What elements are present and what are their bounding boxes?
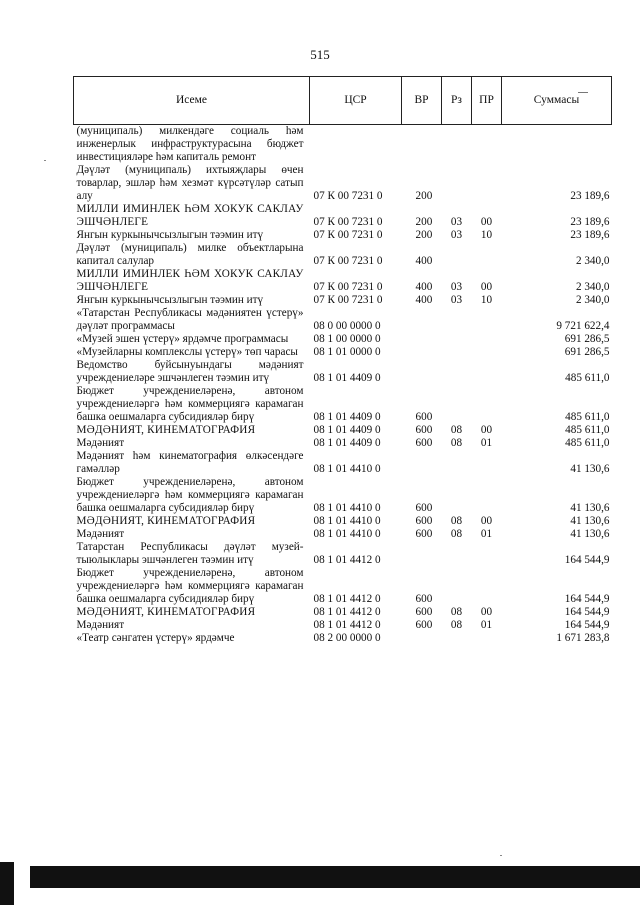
table-body bbox=[74, 125, 612, 646]
cell-name: Татарстан Республикасы дәүләт музей-тыюлыклары эшчәнлеген тәэмин итү bbox=[76, 541, 304, 566]
cell-sum: 23 189,6 bbox=[570, 229, 610, 241]
table-row bbox=[74, 541, 612, 567]
cell-rz: 08 bbox=[450, 528, 463, 540]
cell-sum: 164 544,9 bbox=[564, 593, 610, 605]
cell-csr: 08 1 01 4410 0 bbox=[313, 528, 381, 540]
header-vr: ВР bbox=[402, 77, 442, 125]
cell-csr: 08 1 01 0000 0 bbox=[313, 346, 381, 358]
cell-pr: 10 bbox=[480, 229, 493, 241]
cell-pr bbox=[472, 632, 502, 645]
cell-pr: 00 bbox=[480, 515, 493, 527]
cell-vr bbox=[402, 333, 442, 346]
cell-vr bbox=[402, 125, 442, 165]
cell-name: Янгын куркынычсызлыгын тәэмин итү bbox=[76, 294, 264, 306]
cell-vr: 200 bbox=[415, 216, 433, 228]
scan-mark bbox=[578, 92, 588, 93]
cell-pr bbox=[472, 164, 502, 203]
cell-pr bbox=[472, 567, 502, 606]
cell-pr: 01 bbox=[480, 528, 493, 540]
cell-rz bbox=[442, 307, 472, 333]
cell-vr bbox=[402, 541, 442, 567]
cell-vr: 600 bbox=[415, 515, 433, 527]
cell-vr bbox=[402, 450, 442, 476]
cell-pr bbox=[472, 541, 502, 567]
cell-rz bbox=[442, 125, 472, 165]
scan-speck bbox=[500, 855, 502, 856]
cell-name: МӘДӘНИЯТ, КИНЕМАТОГРАФИЯ bbox=[76, 606, 256, 618]
cell-vr: 200 bbox=[415, 190, 433, 202]
table-row bbox=[74, 567, 612, 606]
cell-rz bbox=[442, 164, 472, 203]
cell-csr: 08 1 01 4412 0 bbox=[313, 619, 381, 631]
cell-pr bbox=[472, 346, 502, 359]
cell-rz: 03 bbox=[450, 281, 463, 293]
budget-table bbox=[73, 76, 612, 645]
cell-vr: 600 bbox=[415, 502, 433, 514]
cell-name: (муниципаль) милкендәге социаль һәм инженерлык инфраструктурасына бюджет инвестицияләре һәм капиталь ремонт bbox=[76, 125, 304, 163]
cell-name: Бюджет учреждениеләренә, автоном учреждениеләргә һәм коммерциягә карамаган башка оешмаларга субсидияләр бирү bbox=[76, 476, 304, 514]
cell-pr: 00 bbox=[480, 216, 493, 228]
cell-pr: 00 bbox=[480, 424, 493, 436]
cell-sum: 485 611,0 bbox=[565, 437, 610, 449]
cell-vr: 600 bbox=[415, 528, 433, 540]
cell-csr: 08 1 01 4410 0 bbox=[313, 515, 381, 527]
cell-csr: 08 1 01 4412 0 bbox=[313, 593, 381, 605]
cell-sum: 2 340,0 bbox=[575, 255, 610, 267]
cell-rz: 08 bbox=[450, 424, 463, 436]
cell-vr: 600 bbox=[415, 437, 433, 449]
cell-pr bbox=[472, 476, 502, 515]
page-number: 515 bbox=[310, 47, 330, 62]
cell-name: Бюджет учреждениеләренә, автоном учреждениеләргә һәм коммерциягә карамаган башка оешмаларга субсидияләр бирү bbox=[76, 567, 304, 605]
cell-pr bbox=[472, 385, 502, 424]
cell-sum bbox=[502, 125, 612, 165]
cell-csr: 08 1 01 4409 0 bbox=[313, 424, 381, 436]
cell-name: Мәдәният bbox=[76, 528, 125, 540]
cell-name: МИЛЛИ ИМИНЛЕК ҺӘМ ХОКУК САКЛАУ ЭШЧӘНЛЕГЕ bbox=[76, 268, 304, 293]
cell-vr: 600 bbox=[415, 606, 433, 618]
cell-rz bbox=[442, 450, 472, 476]
cell-rz: 08 bbox=[450, 515, 463, 527]
cell-pr: 10 bbox=[480, 294, 493, 306]
cell-rz: 08 bbox=[450, 437, 463, 449]
cell-csr: 08 2 00 0000 0 bbox=[313, 632, 381, 644]
cell-rz bbox=[442, 385, 472, 424]
cell-sum: 23 189,6 bbox=[570, 190, 610, 202]
cell-csr: 08 1 01 4412 0 bbox=[313, 606, 381, 618]
cell-name: Дәүләт (муниципаль) ихтыяҗлары өчен товарлар, эшләр һәм хезмәт күрсәтүләр сатып алу bbox=[76, 164, 304, 202]
cell-name: МӘДӘНИЯТ, КИНЕМАТОГРАФИЯ bbox=[76, 515, 256, 527]
cell-pr: 01 bbox=[480, 437, 493, 449]
table-row bbox=[74, 242, 612, 268]
table-row bbox=[74, 385, 612, 424]
cell-name: Мәдәният bbox=[76, 437, 125, 449]
cell-vr bbox=[402, 307, 442, 333]
cell-sum: 485 611,0 bbox=[565, 372, 610, 384]
cell-vr bbox=[402, 346, 442, 359]
cell-rz bbox=[442, 476, 472, 515]
cell-sum: 9 721 622,4 bbox=[556, 320, 610, 332]
cell-name: «Музей эшен үстерү» ярдәмче программасы bbox=[76, 333, 289, 345]
cell-rz bbox=[442, 333, 472, 346]
cell-name: «Татарстан Республикасы мәдәниятен үстерү» дәүләт программасы bbox=[76, 307, 304, 332]
header-rz: Рз bbox=[442, 77, 472, 125]
cell-name: Янгын куркынычсызлыгын тәэмин итү bbox=[76, 229, 264, 241]
cell-name: «Музейларны комплекслы үстерү» төп чарасы bbox=[76, 346, 298, 358]
scan-border-left bbox=[0, 862, 14, 905]
cell-name: Ведомство буйсынуындагы мәдәният учреждениеләре эшчәнлеген тәэмин итү bbox=[76, 359, 304, 384]
cell-vr: 600 bbox=[415, 593, 433, 605]
header-csr: ЦСР bbox=[310, 77, 402, 125]
table-row bbox=[74, 333, 612, 346]
table-row bbox=[74, 450, 612, 476]
cell-vr bbox=[402, 359, 442, 385]
cell-csr bbox=[310, 125, 402, 165]
cell-vr bbox=[402, 632, 442, 645]
cell-sum: 41 130,6 bbox=[570, 502, 610, 514]
cell-csr: 07 К 00 7231 0 bbox=[313, 255, 383, 267]
cell-rz: 03 bbox=[450, 229, 463, 241]
cell-sum: 2 340,0 bbox=[575, 281, 610, 293]
table-row bbox=[74, 437, 612, 450]
table-row bbox=[74, 515, 612, 528]
cell-sum: 1 671 283,8 bbox=[556, 632, 610, 644]
cell-vr: 400 bbox=[415, 281, 433, 293]
cell-csr: 07 К 00 7231 0 bbox=[313, 190, 383, 202]
cell-sum: 41 130,6 bbox=[570, 515, 610, 527]
scan-speck bbox=[44, 160, 46, 161]
cell-sum: 485 611,0 bbox=[565, 411, 610, 423]
cell-pr bbox=[472, 359, 502, 385]
cell-vr: 600 bbox=[415, 619, 433, 631]
cell-rz: 08 bbox=[450, 619, 463, 631]
cell-csr: 07 К 00 7231 0 bbox=[313, 216, 383, 228]
cell-pr: 01 bbox=[480, 619, 493, 631]
table-row bbox=[74, 424, 612, 437]
cell-rz bbox=[442, 346, 472, 359]
cell-rz: 03 bbox=[450, 216, 463, 228]
cell-csr: 08 1 01 4409 0 bbox=[313, 411, 381, 423]
table-row bbox=[74, 268, 612, 294]
cell-sum: 691 286,5 bbox=[564, 333, 610, 345]
cell-pr bbox=[472, 242, 502, 268]
table-row bbox=[74, 359, 612, 385]
cell-rz bbox=[442, 567, 472, 606]
cell-csr: 08 1 01 4409 0 bbox=[313, 372, 381, 384]
cell-pr: 00 bbox=[480, 606, 493, 618]
cell-name: Дәүләт (муниципаль) милке объектларына капитал салулар bbox=[76, 242, 304, 267]
cell-name: МИЛЛИ ИМИНЛЕК ҺӘМ ХОКУК САКЛАУ ЭШЧӘНЛЕГЕ bbox=[76, 203, 304, 228]
table-row bbox=[74, 619, 612, 632]
table-row bbox=[74, 229, 612, 242]
cell-sum: 164 544,9 bbox=[564, 554, 610, 566]
cell-pr bbox=[472, 333, 502, 346]
cell-sum: 164 544,9 bbox=[564, 619, 610, 631]
header-row bbox=[74, 77, 612, 125]
header-name: Исеме bbox=[74, 77, 310, 125]
cell-sum: 23 189,6 bbox=[570, 216, 610, 228]
cell-vr: 600 bbox=[415, 424, 433, 436]
table-row bbox=[74, 125, 612, 165]
cell-pr bbox=[472, 125, 502, 165]
cell-csr: 08 0 00 0000 0 bbox=[313, 320, 381, 332]
cell-csr: 08 1 01 4410 0 bbox=[313, 463, 381, 475]
cell-name: Мәдәният һәм кинематография өлкәсендәге гамәлләр bbox=[76, 450, 304, 475]
cell-vr: 400 bbox=[415, 294, 433, 306]
table-row bbox=[74, 346, 612, 359]
table-row bbox=[74, 307, 612, 333]
cell-pr: 00 bbox=[480, 281, 493, 293]
cell-rz bbox=[442, 242, 472, 268]
cell-sum: 41 130,6 bbox=[570, 463, 610, 475]
table-row bbox=[74, 632, 612, 645]
cell-name: «Театр сәнгатен үстерү» ярдәмче bbox=[76, 632, 235, 644]
cell-rz bbox=[442, 632, 472, 645]
cell-vr: 600 bbox=[415, 411, 433, 423]
cell-csr: 08 1 01 4412 0 bbox=[313, 554, 381, 566]
cell-sum: 485 611,0 bbox=[565, 424, 610, 436]
cell-sum: 2 340,0 bbox=[575, 294, 610, 306]
cell-vr: 400 bbox=[415, 255, 433, 267]
cell-csr: 07 К 00 7231 0 bbox=[313, 294, 383, 306]
cell-sum: 41 130,6 bbox=[570, 528, 610, 540]
cell-csr: 08 1 00 0000 0 bbox=[313, 333, 381, 345]
cell-name: Бюджет учреждениеләренә, автоном учреждениеләргә һәм коммерциягә карамаган башка оешмаларга субсидияләр бирү bbox=[76, 385, 304, 423]
cell-name: Мәдәният bbox=[76, 619, 125, 631]
table-row bbox=[74, 476, 612, 515]
cell-csr: 08 1 01 4410 0 bbox=[313, 502, 381, 514]
cell-sum: 691 286,5 bbox=[564, 346, 610, 358]
scan-border-bottom bbox=[30, 866, 640, 888]
cell-pr bbox=[472, 307, 502, 333]
header-sum: Суммасы bbox=[502, 77, 612, 125]
cell-csr: 07 К 00 7231 0 bbox=[313, 281, 383, 293]
cell-sum: 164 544,9 bbox=[564, 606, 610, 618]
table-row bbox=[74, 203, 612, 229]
cell-rz: 03 bbox=[450, 294, 463, 306]
header-pr: ПР bbox=[472, 77, 502, 125]
cell-rz bbox=[442, 541, 472, 567]
cell-csr: 07 К 00 7231 0 bbox=[313, 229, 383, 241]
cell-name: МӘДӘНИЯТ, КИНЕМАТОГРАФИЯ bbox=[76, 424, 256, 436]
table-row bbox=[74, 164, 612, 203]
table-row bbox=[74, 606, 612, 619]
cell-rz bbox=[442, 359, 472, 385]
cell-rz: 08 bbox=[450, 606, 463, 618]
table-row bbox=[74, 294, 612, 307]
table-row bbox=[74, 528, 612, 541]
cell-vr: 200 bbox=[415, 229, 433, 241]
cell-pr bbox=[472, 450, 502, 476]
cell-csr: 08 1 01 4409 0 bbox=[313, 437, 381, 449]
